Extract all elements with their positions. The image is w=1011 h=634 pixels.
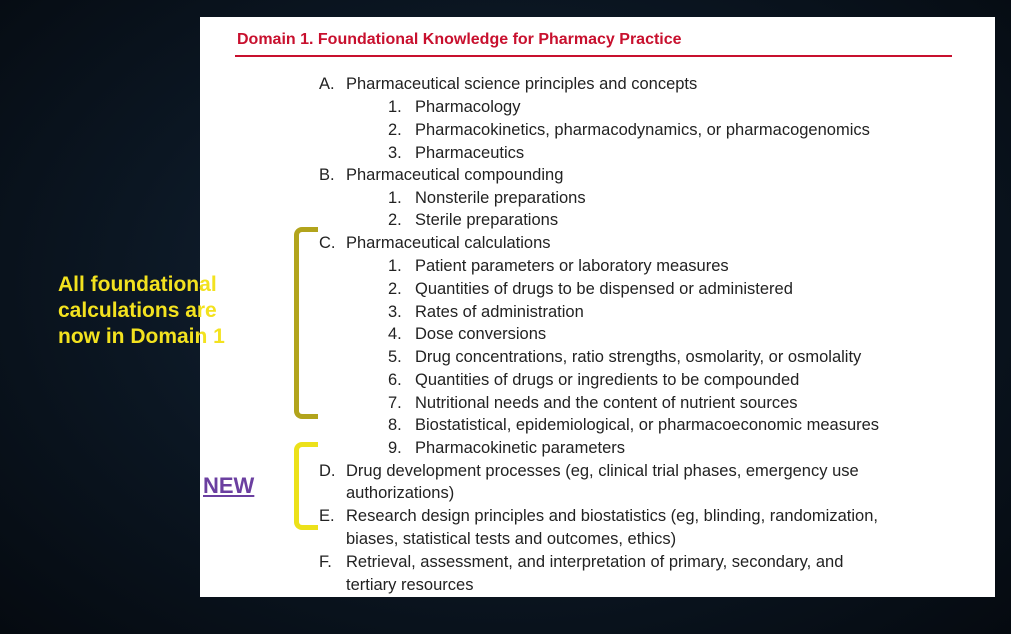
item-number: 1. xyxy=(388,257,402,275)
item-text: Nonsterile preparations xyxy=(415,189,586,207)
item-text: Nutritional needs and the content of nutrient sources xyxy=(415,394,798,412)
item-text: Pharmacokinetic parameters xyxy=(415,439,626,457)
callout-line: All foundational xyxy=(58,273,217,296)
item-number: 1. xyxy=(388,98,402,116)
calculations-bracket xyxy=(294,227,318,419)
section-label: A. xyxy=(319,75,335,93)
section-label: E. xyxy=(319,507,335,525)
item-text: Quantities of drugs to be dispensed or administered xyxy=(415,280,793,298)
item-number: 5. xyxy=(388,348,402,366)
section-text: Research design principles and biostatistics (eg, blinding, randomization, xyxy=(346,507,878,525)
section-text: Drug development processes (eg, clinical trial phases, emergency use xyxy=(346,462,859,480)
section-text-continuation: biases, statistical tests and outcomes, ethics) xyxy=(346,530,677,548)
callout-text xyxy=(58,272,225,350)
section-text-continuation: authorizations) xyxy=(346,484,455,502)
item-number: 7. xyxy=(388,394,402,412)
item-number: 9. xyxy=(388,439,402,457)
item-text: Pharmaceutics xyxy=(415,144,525,162)
item-number: 2. xyxy=(388,280,402,298)
item-number: 6. xyxy=(388,371,402,389)
section-label: D. xyxy=(319,462,336,480)
section-text: Pharmaceutical compounding xyxy=(346,166,564,184)
item-number: 1. xyxy=(388,189,402,207)
item-text: Pharmacology xyxy=(415,98,521,116)
item-text: Dose conversions xyxy=(415,325,547,343)
callout-line: now in Domain 1 xyxy=(58,325,225,348)
section-label: B. xyxy=(319,166,335,184)
item-number: 8. xyxy=(388,416,402,434)
document-page xyxy=(200,17,995,597)
section-text: Retrieval, assessment, and interpretation of primary, secondary, and xyxy=(346,553,844,571)
domain-title: Domain 1. Foundational Knowledge for Pharmacy Practice xyxy=(237,31,682,48)
title-underline xyxy=(235,55,952,57)
item-text: Sterile preparations xyxy=(415,211,559,229)
section-text: Pharmaceutical calculations xyxy=(346,234,551,252)
item-text: Rates of administration xyxy=(415,303,584,321)
section-text-continuation: tertiary resources xyxy=(346,576,474,594)
new-sections-bracket xyxy=(294,442,318,530)
callout-line: calculations are xyxy=(58,299,217,322)
section-label: C. xyxy=(319,234,336,252)
new-link[interactable]: NEW xyxy=(203,473,255,498)
item-text: Biostatistical, epidemiological, or pharmacoeconomic measures xyxy=(415,416,880,434)
item-number: 4. xyxy=(388,325,402,343)
item-text: Quantities of drugs or ingredients to be compounded xyxy=(415,371,800,389)
item-number: 3. xyxy=(388,144,402,162)
section-text: Pharmaceutical science principles and concepts xyxy=(346,75,698,93)
section-label: F. xyxy=(319,553,332,571)
item-text: Pharmacokinetics, pharmacodynamics, or pharmacogenomics xyxy=(415,121,870,139)
item-number: 2. xyxy=(388,211,402,229)
item-text: Drug concentrations, ratio strengths, osmolarity, or osmolality xyxy=(415,348,862,366)
item-number: 3. xyxy=(388,303,402,321)
item-text: Patient parameters or laboratory measures xyxy=(415,257,729,275)
item-number: 2. xyxy=(388,121,402,139)
